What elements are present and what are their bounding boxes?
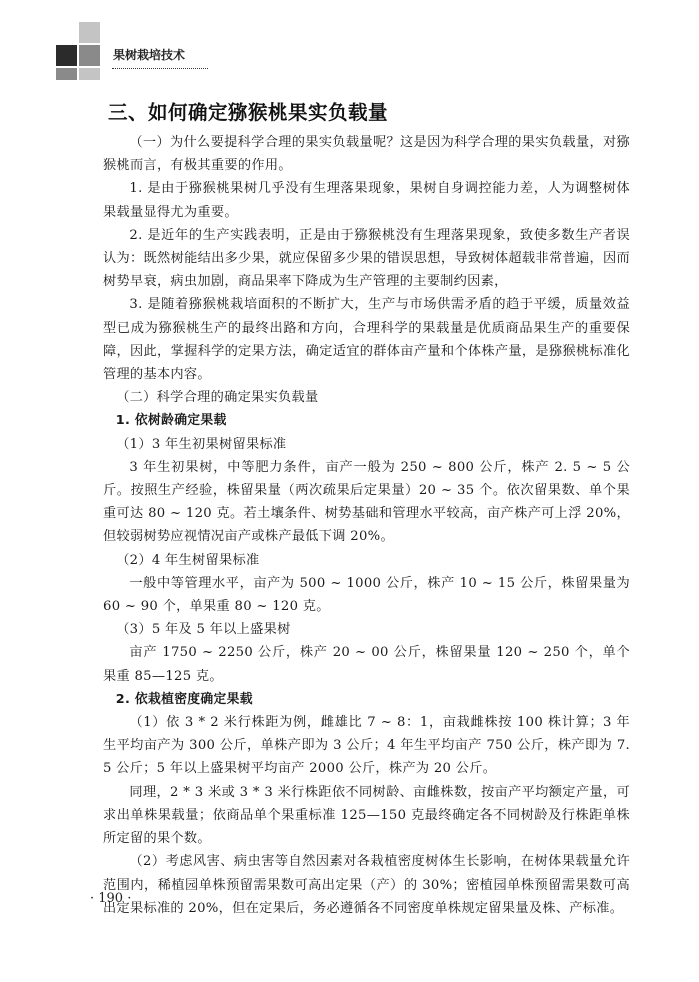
item-heading: （2）4 年生树留果标准 (116, 552, 260, 568)
paragraph: 2. 是近年的生产实践表明，正是由于猕猴桃没有生理落果现象，致使多数生产者误认为：既然树能结出多少果，就应保留多少果的错误思想，导致树体超载非常普遍，因而树势早衰，病虫加剧，商品果率下降成为生产管理的主要制约因素， (103, 227, 630, 290)
paragraph: （2）考虑风害、病虫害等自然因素对各栽植密度树体生长影响，在树体果载量允许范围内，稀植园单株预留需果数可高出定果（产）的 30%；密植园单株预留需果数可高出定果标准的 20%，但在定果后，务必遵循各不同密度单株规定留果量及株、产标准。 (103, 854, 630, 916)
subsection-heading: （二）科学合理的确定果实负载量 (116, 390, 319, 406)
section-title: 三、如何确定猕猴桃果实负载量 (108, 101, 389, 124)
paragraph: 亩产 1750 ~ 2250 公斤，株产 20 ~ 00 公斤，株留果量 120 ~ 250 个，单个果重 85—125 克。 (103, 645, 630, 684)
header-decor-square (56, 68, 77, 80)
paragraph: 3. 是随着猕猴桃栽培面积的不断扩大，生产与市场供需矛盾的趋于平缓，质量效益型已成为猕猴桃生产的最终出路和方向，合理科学的果载量是优质商品果生产的重要保障，因此，掌握科学的定果方法，确定适宜的群体亩产量和个体株产量，是猕猴桃标准化管理的基本内容。 (103, 297, 630, 383)
header-decor-square (56, 45, 77, 66)
page-number: · 190 · (90, 891, 132, 906)
paragraph: （1）依 3 * 2 米行株距为例，雌雄比 7 ~ 8：1，亩栽雌株按 100 株计算；3 年生平均亩产为 300 公斤，单株产即为 3 公斤；4 年生平均亩产 750 公斤，株产即为 7. 5 公斤；5 年以上盛果树平均亩产 2000 公斤，株产为 20 公斤。 (103, 715, 630, 777)
item-heading: （1）3 年生初果树留果标准 (116, 436, 287, 452)
body-text (103, 131, 630, 920)
paragraph: 3 年生初果树，中等肥力条件，亩产一般为 250 ~ 800 公斤，株产 2. 5 ~ 5 公斤。按照生产经验，株留果量（两次疏果后定果量）20 ~ 35 个。依次留果数、单个果重可达 80 ~ 120 克。若土壤条件、树势基础和管理水平较高，亩产株产可上浮 20%，但较弱树势应视情况亩产或株产最低下调 20%。 (103, 459, 630, 545)
bold-heading: 2. 依栽植密度确定果载 (115, 691, 253, 707)
bold-heading: 1. 依树龄确定果载 (115, 413, 227, 429)
header-decor-square (79, 45, 100, 66)
header-dotted-rule (112, 68, 208, 69)
paragraph: 1. 是由于猕猴桃果树几乎没有生理落果现象，果树自身调控能力差，人为调整树体果载量显得尤为重要。 (103, 181, 630, 220)
paragraph: 一般中等管理水平，亩产为 500 ~ 1000 公斤，株产 10 ~ 15 公斤，株留果量为 60 ~ 90 个，单果重 80 ~ 120 克。 (103, 575, 630, 615)
paragraph: 同理，2 * 3 米或 3 * 3 米行株距依不同树龄、亩雌株数，按亩产平均额定产量，可求出单株果载量；依商品单个果重标准 125—150 克最终确定各不同树龄及行株距单株所定留的果个数。 (103, 784, 630, 847)
paragraph: （一）为什么要提科学合理的果实负载量呢？这是因为科学合理的果实负载量，对猕猴桃而言，有极其重要的作用。 (103, 135, 630, 174)
item-heading: （3）5 年及 5 年以上盛果树 (116, 622, 291, 638)
header-decor-square (79, 68, 100, 80)
header-decor-square (79, 22, 100, 43)
running-header-title: 果树栽培技术 (113, 48, 186, 62)
page-header (0, 0, 699, 80)
